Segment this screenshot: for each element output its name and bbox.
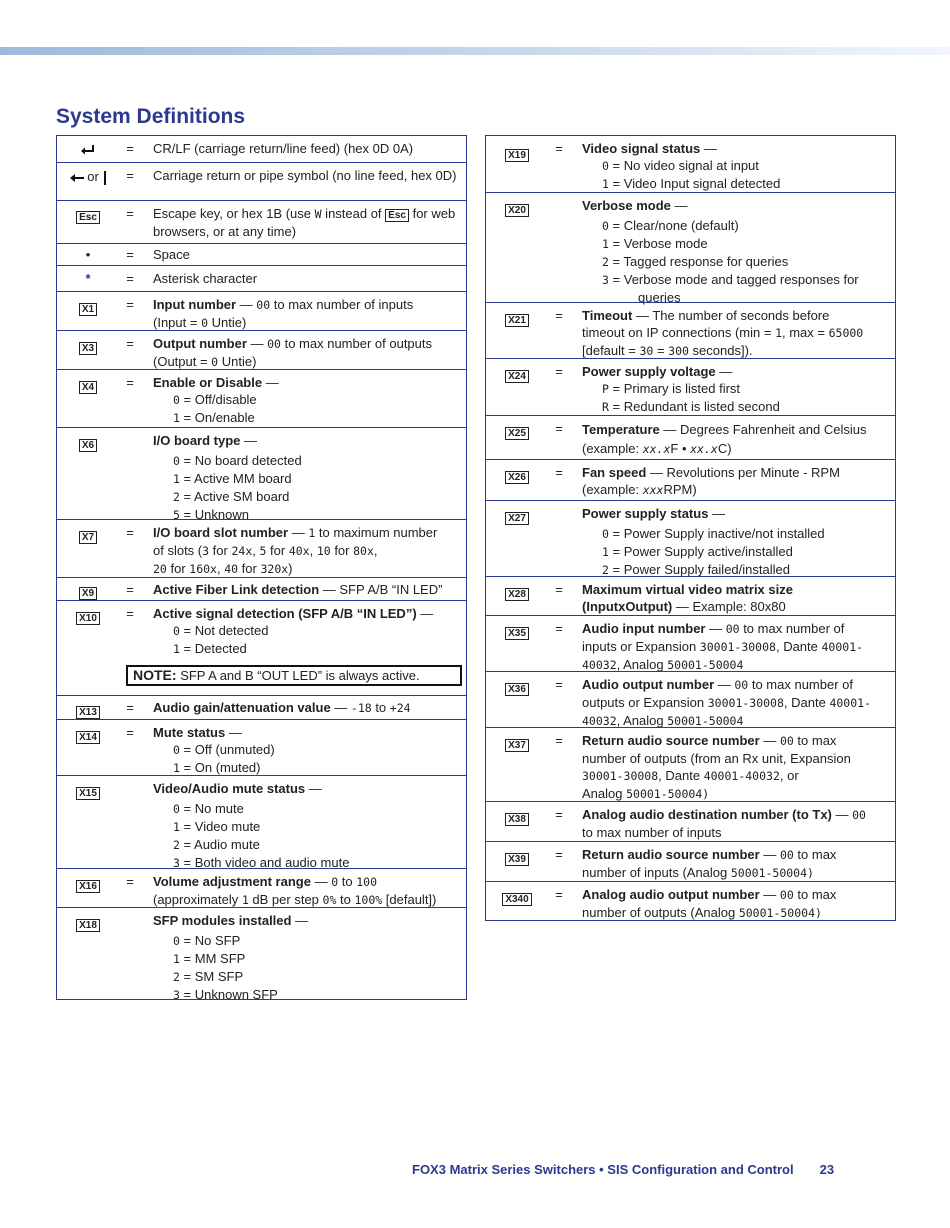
row-description: I/O board type — 0 = No board detected 1 = Active MM board 2 = Active SM board 5 = Unknown [153, 432, 461, 524]
definitions-table-left [56, 135, 467, 1000]
row-x24 [486, 358, 895, 415]
variable-symbol: X16 [57, 876, 119, 893]
equals-sign: = [555, 308, 563, 323]
row-description: Active Fiber Link detection — SFP A/B “IN LED” [153, 582, 443, 597]
row-x19 [486, 136, 895, 192]
row-description: Maximum virtual video matrix size (InputxOutput) — Example: 80x80 [582, 582, 793, 614]
list-item: 1 = On (muted) [173, 760, 261, 775]
variable-symbol: X13 [57, 702, 119, 719]
asterisk-icon: * [85, 271, 91, 286]
row-x25 [486, 415, 895, 459]
row-description: Space [153, 247, 190, 262]
equals-sign: = [555, 733, 563, 748]
variable-symbol: X10 [57, 608, 119, 625]
list-item: 0 = Off (unmuted) [173, 742, 275, 757]
variable-symbol: X9 [57, 583, 119, 600]
list-item: 3 = Both video and audio mute [173, 855, 350, 870]
equals-sign: = [126, 168, 134, 183]
list-item: 5 = Unknown [173, 507, 249, 522]
row-x1 [57, 291, 466, 330]
equals-sign: = [555, 421, 563, 436]
variable-symbol: X1 [57, 299, 119, 316]
equals-sign: = [555, 465, 563, 480]
list-item: 1 = Active MM board [173, 471, 292, 486]
row-x13 [57, 695, 466, 719]
variable-symbol: X27 [486, 508, 548, 525]
variable-symbol: X340 [486, 889, 548, 906]
row-x28 [486, 576, 895, 615]
row-description: Return audio source number — 00 to max number of inputs (Analog 50001-50004) [582, 847, 837, 880]
variable-symbol: X20 [486, 200, 548, 217]
equals-sign: = [126, 606, 134, 621]
row-description: Power supply status — 0 = Power Supply inactive/not installed 1 = Power Supply active/installed 2 = Power Supply failed/installed [582, 505, 890, 579]
list-item: 0 = No video signal at input [602, 158, 759, 173]
row-description: Input number — 00 to max number of inputs (Input = 0 Untie) [153, 297, 414, 330]
equals-sign: = [126, 141, 134, 156]
row-x37 [486, 727, 895, 801]
list-item: 0 = Power Supply inactive/not installed [602, 526, 825, 541]
list-item: 0 = Clear/none (default) [602, 218, 739, 233]
variable-symbol: X7 [57, 527, 119, 544]
equals-sign: = [126, 336, 134, 351]
variable-symbol: X35 [486, 623, 548, 640]
definitions-table-right [485, 135, 896, 921]
row-asterisk [57, 265, 466, 291]
equals-sign: = [126, 525, 134, 540]
row-space [57, 243, 466, 265]
equals-sign: = [126, 297, 134, 312]
esc-symbol-inline: Esc [385, 209, 409, 222]
page-footer [412, 1162, 834, 1177]
row-description: Active signal detection (SFP A/B “IN LED”) — 0 = Not detected 1 = Detected [153, 605, 461, 658]
row-description: Volume adjustment range — 0 to 100 (approximately 1 dB per step 0% to 100% [default]) [153, 874, 437, 907]
row-x36 [486, 671, 895, 727]
row-x16 [57, 868, 466, 907]
row-x21 [486, 302, 895, 358]
variable-symbol: X39 [486, 849, 548, 866]
row-description: Output number — 00 to max number of outputs (Output = 0 Untie) [153, 336, 433, 369]
equals-sign: = [126, 206, 134, 221]
list-item-continuation: queries [638, 290, 681, 305]
row-description: Escape key, or hex 1B (use W instead of Esc for web browsers, or at any time) [153, 206, 456, 239]
row-x14 [57, 719, 466, 775]
list-item: 0 = Not detected [173, 623, 269, 638]
row-description: Mute status — 0 = Off (unmuted) 1 = On (muted) [153, 724, 461, 777]
equals-sign: = [126, 700, 134, 715]
page-title: System Definitions [56, 105, 246, 128]
esc-symbol: Esc [57, 207, 119, 224]
pipe-icon [104, 171, 106, 185]
or-label: or [87, 169, 99, 184]
variable-symbol: X4 [57, 377, 119, 394]
equals-sign: = [126, 271, 134, 286]
note-label: NOTE: [133, 667, 177, 683]
variable-symbol: X21 [486, 310, 548, 327]
row-description: Analog audio destination number (to Tx) — 00 to max number of inputs [582, 807, 866, 840]
row-description: Video/Audio mute status — 0 = No mute 1 = Video mute 2 = Audio mute 3 = Both video and audio mute [153, 780, 461, 872]
row-x38 [486, 801, 895, 841]
row-description: Power supply voltage — P = Primary is listed first R = Redundant is listed second [582, 363, 890, 416]
row-x35 [486, 615, 895, 671]
header-gradient-bar [0, 47, 950, 55]
row-escape [57, 200, 466, 243]
row-description: Return audio source number — 00 to max number of outputs (from an Rx unit, Expansion 30001-30008, Dante 40001-40032, or Analog 50001-50004) [582, 733, 851, 801]
equals-sign: = [555, 141, 563, 156]
row-description: I/O board slot number — 1 to maximum number of slots (3 for 24x, 5 for 40x, 10 for 80x, 20 for 160x, 40 for 320x) [153, 525, 438, 576]
row-x27 [486, 500, 895, 576]
equals-sign: = [126, 874, 134, 889]
carriage-return-symbol [57, 168, 119, 185]
row-description: SFP modules installed — 0 = No SFP 1 = MM SFP 2 = SM SFP 3 = Unknown SFP [153, 912, 461, 1004]
row-description: Verbose mode — 0 = Clear/none (default) 1 = Verbose mode 2 = Tagged response for queries 3 = Verbose mode and tagged responses for queries [582, 197, 890, 306]
equals-sign: = [555, 364, 563, 379]
list-item: R = Redundant is listed second [602, 399, 780, 414]
row-x18 [57, 907, 466, 1002]
list-item: 2 = SM SFP [173, 969, 244, 984]
variable-symbol: X14 [57, 727, 119, 744]
row-x9 [57, 577, 466, 600]
list-item: 2 = Audio mute [173, 837, 260, 852]
list-item: 2 = Tagged response for queries [602, 254, 789, 269]
equals-sign: = [126, 375, 134, 390]
variable-symbol: X18 [57, 915, 119, 932]
list-item: 1 = Verbose mode [602, 236, 708, 251]
equals-sign: = [126, 725, 134, 740]
footer-text: FOX3 Matrix Series Switchers • SIS Configuration and Control [412, 1162, 794, 1177]
row-description: CR/LF (carriage return/line feed) (hex 0D 0A) [153, 141, 414, 156]
equals-sign: = [555, 582, 563, 597]
row-x4 [57, 369, 466, 427]
row-description: Timeout — The number of seconds before timeout on IP connections (min = 1, max = 65000 [default = 30 = 300 seconds]). [582, 308, 864, 358]
variable-symbol: X25 [486, 423, 548, 440]
variable-symbol: X37 [486, 735, 548, 752]
row-x39 [486, 841, 895, 881]
list-item: 0 = No SFP [173, 933, 241, 948]
variable-symbol: X15 [57, 783, 119, 800]
row-description: Asterisk character [153, 271, 258, 286]
row-x20 [486, 192, 895, 305]
row-description: Audio output number — 00 to max number of outputs or Expansion 30001-30008, Dante 40001- 40032, Analog 50001-50004 [582, 677, 871, 728]
row-x10 [57, 600, 466, 660]
row-description: Video signal status — 0 = No video signal at input 1 = Video Input signal detected [582, 140, 890, 193]
note-box [126, 665, 462, 686]
enter-arrow-icon [57, 140, 119, 157]
list-item: 3 = Unknown SFP [173, 987, 278, 1002]
list-item: 0 = No board detected [173, 453, 302, 468]
row-x3 [57, 330, 466, 369]
row-x26 [486, 459, 895, 500]
list-item: 2 = Active SM board [173, 489, 290, 504]
variable-symbol: X36 [486, 679, 548, 696]
variable-symbol: X3 [57, 338, 119, 355]
list-item: 1 = Video Input signal detected [602, 176, 781, 191]
row-description: Temperature — Degrees Fahrenheit and Celsius (example: xx.xF • xx.xC) [582, 422, 867, 456]
variable-symbol: X6 [57, 435, 119, 452]
row-carriage-return [57, 162, 466, 200]
row-crlf [57, 136, 466, 162]
row-description: Enable or Disable — 0 = Off/disable 1 = On/enable [153, 374, 461, 427]
row-description: Audio input number — 00 to max number of inputs or Expansion 30001-30008, Dante 40001- 40032, Analog 50001-50004 [582, 621, 864, 672]
variable-symbol: X26 [486, 467, 548, 484]
list-item: 3 = Verbose mode and tagged responses for [602, 272, 859, 287]
list-item: 1 = Power Supply active/installed [602, 544, 793, 559]
note-text: SFP A and B “OUT LED” is always active. [180, 668, 420, 683]
row-x15 [57, 775, 466, 868]
page-number: 23 [819, 1162, 835, 1177]
equals-sign: = [555, 847, 563, 862]
list-item: 0 = Off/disable [173, 392, 257, 407]
row-x6 [57, 427, 466, 522]
row-x340 [486, 881, 895, 920]
left-arrow-icon [70, 173, 84, 183]
equals-sign: = [555, 621, 563, 636]
row-description: Analog audio output number — 00 to max number of outputs (Analog 50001-50004) [582, 887, 837, 920]
list-item: 1 = MM SFP [173, 951, 246, 966]
variable-symbol: X38 [486, 809, 548, 826]
row-description: Audio gain/attenuation value — -18 to +24 [153, 700, 411, 715]
list-item: 2 = Power Supply failed/installed [602, 562, 790, 577]
list-item: 0 = No mute [173, 801, 244, 816]
list-item: 1 = Video mute [173, 819, 261, 834]
row-note [57, 660, 466, 695]
list-item: 1 = Detected [173, 641, 247, 656]
list-item: 1 = On/enable [173, 410, 255, 425]
equals-sign: = [555, 887, 563, 902]
equals-sign: = [126, 247, 134, 262]
equals-sign: = [126, 582, 134, 597]
space-bullet-icon: • [85, 247, 91, 262]
variable-symbol: X19 [486, 145, 548, 162]
row-x7 [57, 519, 466, 577]
variable-symbol: X28 [486, 584, 548, 601]
equals-sign: = [555, 807, 563, 822]
list-item: P = Primary is listed first [602, 381, 741, 396]
variable-symbol: X24 [486, 366, 548, 383]
equals-sign: = [555, 677, 563, 692]
row-description: Fan speed — Revolutions per Minute - RPM (example: xxxRPM) [582, 465, 840, 497]
row-description: Carriage return or pipe symbol (no line feed, hex 0D) [153, 168, 457, 183]
